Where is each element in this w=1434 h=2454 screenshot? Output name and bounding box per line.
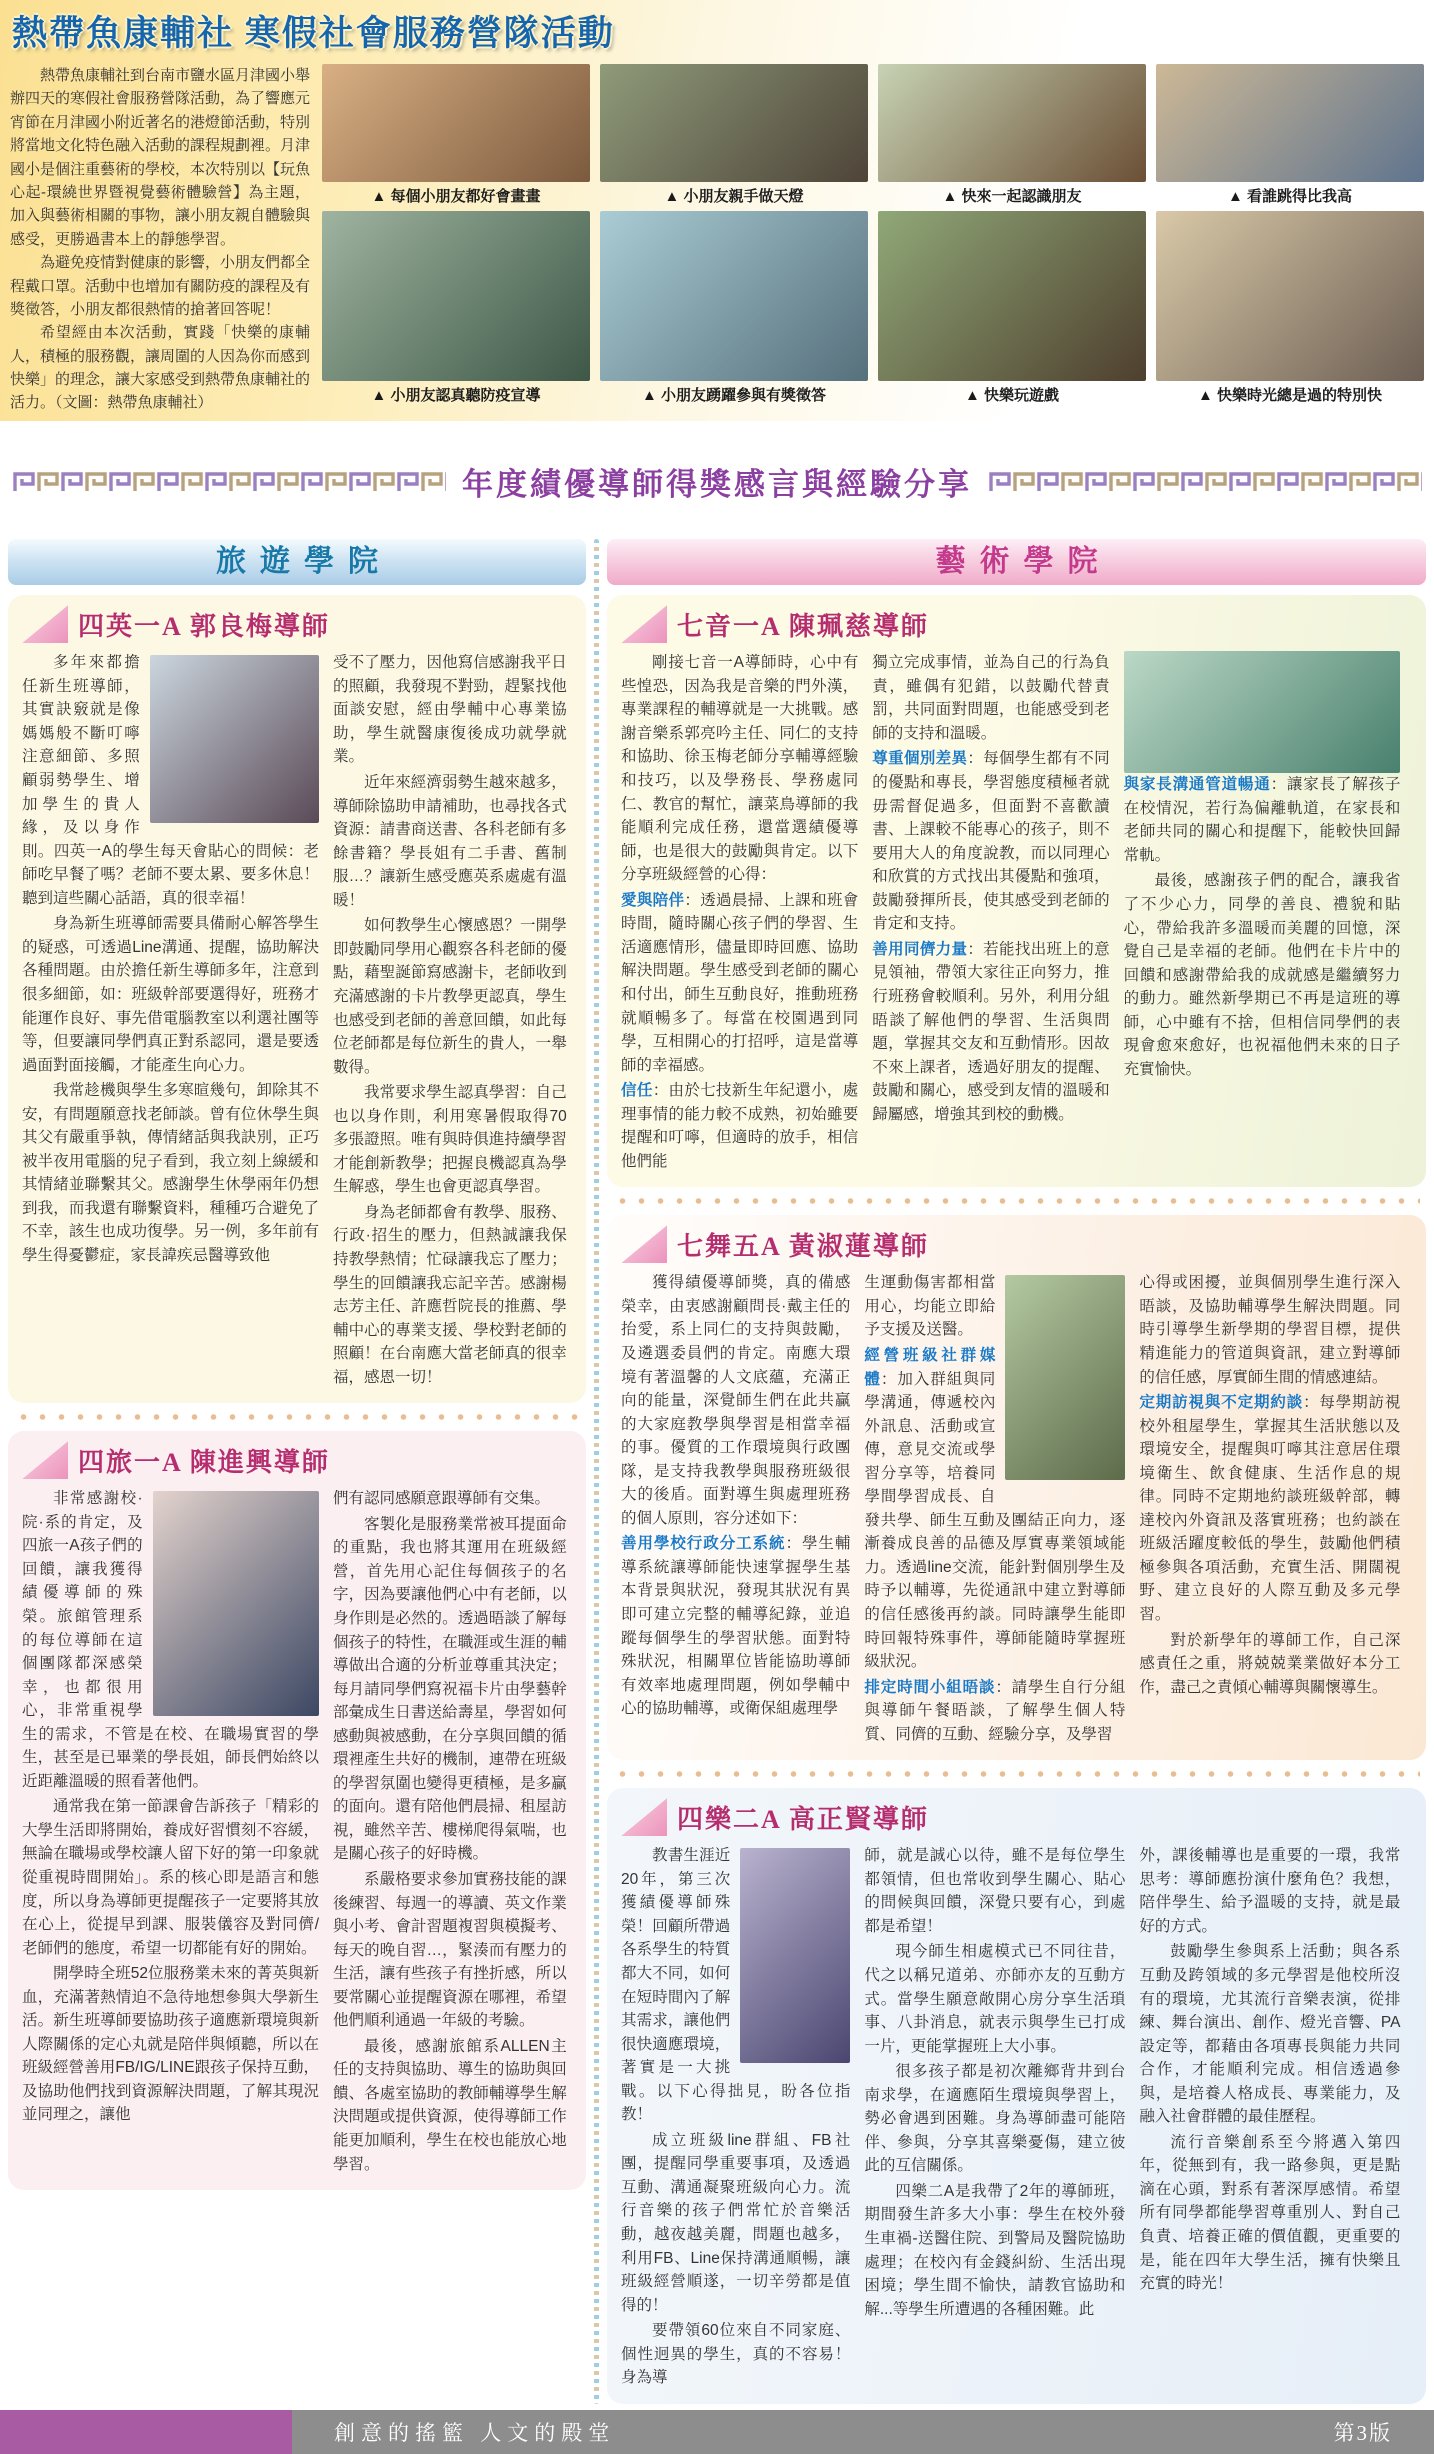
paragraph: 教書生涯近20年，第三次獲績優導師殊榮！回顧所帶過各系學生的特質都大不同，如何在短時間內了解其需求，讓他們很快適應環境，著實是一大挑戰。以下心得拙見，盼各位指教！ <box>621 1847 851 2124</box>
column-divider <box>594 539 599 2404</box>
article-column-1 <box>22 651 319 1391</box>
article-header <box>621 1225 1412 1263</box>
photo-cell <box>600 211 868 406</box>
paragraph: 師，就是誠心以待，雖不是每位學生都領情，但也常收到學生關心、貼心的問候與回饋，深覺只要有心，到處都是希望！ <box>864 1847 1126 1935</box>
photo-caption: ▲ 快來一起認識朋友 <box>942 188 1082 205</box>
paragraph: 多年來都擔任新生班導師，其實訣竅就是像媽媽般不斷叮嚀注意細節、多照顧弱勢學生、增加學生的貴人緣，及以身作則。四英一A的學生每天會貼心的問候：老師吃早餐了嗎？老師不要太累、要多休息！聽到這些關心話語，真的很幸福！ <box>22 654 319 907</box>
photo-caption: ▲ 每個小朋友都好會畫畫 <box>371 188 541 205</box>
paragraph-lead: 尊重個別差異 <box>872 750 968 768</box>
photo-happy-times <box>1156 211 1424 381</box>
article-chen <box>8 1431 586 2190</box>
paragraph: 排定時間小組晤談：請學生自行分組與導師午餐晤談，了解學生個人特質、同儕的互動、經驗分享，及學習 <box>864 1678 1126 1743</box>
article-title: 四樂二A 高正賢導師 <box>677 1804 929 1834</box>
footer-bar <box>292 2410 1434 2454</box>
article-kao <box>607 1788 1426 2404</box>
photo-caption: ▲ 快樂時光總是過的特別快 <box>1197 387 1382 404</box>
article-column-3 <box>1124 651 1401 1175</box>
article-body <box>22 651 572 1391</box>
paragraph: 經營班級社群媒體：加入群組與同學溝通，傳遞校內外訊息、活動或宣傳，意見交流或學習分享等，培養同學間學習成長、自發共學、師生互動及團結正向力，逐漸養成良善的品德及厚實專業領域能力。透過line交流，能針對個別學生及時予以輔導，先從通訊中建立對導師的信任感後再約談。同時讓學生能即時回報特殊事件，導師能隨時掌握班級狀況。 <box>864 1346 1126 1671</box>
paragraph: 善用同儕力量：若能找出班上的意見領袖，帶領大家往正向努力，推行班務會較順利。另外，利用分組晤談了解他們的學習、生活與問題，掌握其交友和互動情形。因故不來上課者，透過好朋友的提醒、鼓勵和關心，感受到友情的溫暖和歸屬感，增強其到校的動機。 <box>872 940 1110 1123</box>
photo-chen-students-hotel <box>153 1491 319 1716</box>
paragraph-lead: 經營班級社群媒體 <box>864 1346 996 1388</box>
paragraph: 愛與陪伴：透過晨掃、上課和班會時間，隨時關心孩子們的學習、生活適應情形，儘量即時回應、協助解決問題。學生感受到老師的關心和付出，師生互動良好，推動班務就順暢多了。每當在校園遇到同學，互相開心的打招呼，這是當導師的幸福感。 <box>621 891 859 1074</box>
section-art-college <box>607 539 1426 2404</box>
paragraph: 近年來經濟弱勢生越來越多，導師除協助申請補助，也尋找各式資源：請書商送書、各科老師有多餘書籍？學長姐有二手書、舊制服…？讓新生感受應英系處處有溫暖！ <box>333 774 567 909</box>
paragraph: 客製化是服務業常被耳提面命的重點，我也將其運用在班級經營，首先用心記住每個孩子的名字，因為要讓他們心中有老師，以身作則是必然的。透過晤談了解每個孩子的特性，在職涯或生涯的輔導做出合適的分析並尊重其決定；每月請同學們寫祝福卡片由學藝幹部彙成生日書送給壽星，學習如何感動與被感動，在分享與回饋的循環裡產生共好的機制，連帶在班級的學習氛圍也變得更積極，是多贏的面向。還有陪他們晨掃、租屋訪視，雖然辛苦、樓梯爬得氣喘，也是關心孩子的好時機。 <box>333 1515 567 1863</box>
triangle-decoration-icon <box>621 1798 667 1836</box>
article-column-3 <box>1139 1844 1400 2392</box>
footer-slogan: 創意的搖籃 人文的殿堂 <box>334 2420 616 2445</box>
paragraph: 對於新學年的導師工作，自己深感責任之重，將兢兢業業做好本分工作，盡己之責傾心輔導與關懷導生。 <box>1139 1631 1401 1696</box>
article-column-2 <box>872 651 1109 1175</box>
paragraph: 四樂二A是我帶了2年的導師班，期間發生許多大小事：學生在校外發生車禍-送醫住院、到警局及醫院協助處理；在校內有金錢糾紛、生活出現困境；學生間不愉快，請教官協助和解...等學生所遭遇的各種困難。此 <box>864 2182 1126 2318</box>
top-paragraph: 為避免疫情對健康的影響，小朋友們都全程戴口罩。活動中也增加有關防疫的課程及有獎徵答，小朋友都很熱情的搶著回答呢！ <box>10 254 311 318</box>
paragraph: 我常要求學生認真學習：自己也以身作則，利用寒暑假取得70多張證照。唯有與時俱進持續學習才能創新教學；把握良機認真為學生解惑，學生也會更認真學習。 <box>333 1084 567 1196</box>
photo-outdoor-games <box>878 211 1146 381</box>
paragraph-lead: 善用學校行政分工系統 <box>621 1535 786 1553</box>
paragraph: 開學時全班52位服務業未來的菁英與新血，充滿著熱情迫不急待地想參與大學新生活。新生班導師要協助孩子適應新環境與新人際關係的定心丸就是陪伴與傾聽，所以在班級經營善用FB/IG/LINE跟孩子保持互動，及協助他們找到資源解決問題，了解其現況並同理之，讓他 <box>22 1965 319 2124</box>
award-banner <box>0 421 1434 537</box>
paragraph: 與家長溝通管道暢通：讓家長了解孩子在校情況，若行為偏離軌道，在家長和老師共同的關心和提醒下，能較快回歸常軌。 <box>1123 776 1401 864</box>
paragraph: 受不了壓力，因他寫信感謝我平日的照顧，我發現不對勁，趕緊找他面談安慰，經由學輔中心專業協助，學生就醫康復後成功就學就業。 <box>333 654 567 766</box>
section-travel-college <box>8 539 586 2404</box>
article-header <box>22 1441 572 1479</box>
photo-cell <box>322 64 590 207</box>
triangle-decoration-icon <box>22 1441 68 1479</box>
paragraph: 我常趁機與學生多寒暄幾句，卸除其不安，有問題願意找老師談。曾有位休學生與其父有嚴重爭執，傳情緒話與我訣別，正巧被半夜用電腦的兒子看到，我立刻上線緩和其情緒並聯繫其父。感謝學生休學兩年仍想到我，而我還有聯繫資料，種種巧合避免了不幸，該生也成功復學。另一例，多年前有學生得憂鬱症，家長諱疾忌醫導致他 <box>22 1082 319 1264</box>
photo-cell <box>878 64 1146 207</box>
photo-cell <box>1156 64 1424 207</box>
article-body <box>621 651 1412 1175</box>
article-column-3 <box>1139 1271 1400 1748</box>
photo-caption: ▲ 快樂玩遊戲 <box>964 387 1059 404</box>
dotted-separator <box>14 1411 580 1423</box>
award-banner-title: 年度績優導師得獎感言與經驗分享 <box>462 466 972 502</box>
photo-kuo-class-group <box>150 655 319 823</box>
photo-jumping-game <box>1156 64 1424 182</box>
paragraph: 流行音樂創系至今將邁入第四年，從無到有，我一路參與，更是點滴在心頭，對系有著深厚感情。希望所有同學都能學習尊重別人、對自己負責、培養正確的價值觀，更重要的是，能在四年大學生活，擁有快樂且充實的時光！ <box>1139 2133 1401 2293</box>
photo-cell <box>1156 211 1424 406</box>
meander-pattern-left <box>12 468 446 495</box>
meander-pattern-right <box>988 468 1422 495</box>
two-column-layout <box>0 537 1434 2410</box>
paragraph: 很多孩子都是初次離鄉背井到台南求學，在適應陌生環境與學習上，勢必會遇到困難。身為導師盡可能陪伴、參與，分享其喜樂憂傷，建立彼此的互信關係。 <box>864 2063 1126 2175</box>
paragraph: 心得或困擾，並與個別學生進行深入晤談，及協助輔導學生解決問題。同時引導學生新學期的學習目標，提供精進能力的管道與資訊，建立對導師的信任感，厚實師生間的情感連結。 <box>1139 1274 1401 1386</box>
paragraph-lead: 與家長溝通管道暢通 <box>1123 776 1271 794</box>
photo-meet-friends <box>878 64 1146 182</box>
paragraph: 剛接七音一A導師時，心中有些惶恐，因為我是音樂的門外漢，專業課程的輔導就是一大挑戰。感謝音樂系郭亮吟主任、同仁的支持和協助、徐玉梅老師分享輔導經驗和技巧，以及學務長、學務處同仁、教官的幫忙，讓菜鳥導師的我能順利完成任務，還當選績優導師，也是很大的鼓勵與肯定。以下分享班級經營的心得： <box>621 654 859 884</box>
photo-caption: ▲ 看誰跳得比我高 <box>1227 188 1352 205</box>
article-huang <box>607 1215 1426 1760</box>
photo-quiz-participation <box>600 211 868 381</box>
top-article-section <box>0 0 1434 421</box>
dotted-separator <box>613 1195 1420 1207</box>
article-body <box>621 1844 1412 2392</box>
page-footer <box>0 2410 1434 2454</box>
article-column-2 <box>333 651 567 1391</box>
art-college-header: 藝術學院 <box>607 539 1426 585</box>
photo-drawing-class <box>322 64 590 182</box>
paragraph: 信任：由於七技新生年紀還小，處理事情的能力較不成熟，初始雖要提醒和叮嚀，但適時的放手，相信他們能 <box>621 1082 859 1170</box>
paragraph: 現今師生相處模式已不同往昔，代之以稱兄道弟、亦師亦友的互動方式。當學生願意敞開心房分享生活瑣事、八卦消息，就表示與學生已打成一片，更能掌握班上大小事。 <box>864 1943 1126 2055</box>
photo-row-2 <box>322 211 1424 406</box>
page-number: 第3版 <box>1333 2420 1392 2445</box>
paragraph-lead: 定期訪視與不定期約談 <box>1139 1394 1304 1412</box>
paragraph-lead: 善用同儕力量 <box>872 940 968 958</box>
paragraph: 要帶領60位來自不同家庭、個性迥異的學生，真的不容易！身為導 <box>621 2322 851 2387</box>
dotted-separator <box>613 1768 1420 1780</box>
footer-purple-block <box>0 2410 292 2454</box>
article-column-1 <box>621 651 858 1175</box>
paragraph: 獲得績優導師獎，真的備感榮幸，由衷感謝顧問長·戴主任的抬愛，系上同仁的支持與鼓勵，及遴選委員們的肯定。南應大環境有著溫馨的人文底蘊，充滿正向的能量，深覺師生們在此共贏的大家庭教學與學習是相當幸福的事。優質的工作環境與行政團隊，是支持我教學與服務班級很大的後盾。面對導生與處理班務的個人原則，容分述如下： <box>621 1274 851 1527</box>
paragraph: 成立班級line群組、FB社團，提醒同學重要事項，及透過互動、溝通凝聚班級向心力。流行音樂的孩子們常忙於音樂活動，越夜越美麗，問題也越多，利用FB、Line保持溝通順暢，讓班級經營順遂，一切辛勞都是值得的！ <box>621 2131 851 2314</box>
article-body <box>22 1487 572 2178</box>
article-column-2 <box>864 1271 1125 1748</box>
photo-epidemic-lecture <box>322 211 590 381</box>
article-header <box>621 605 1412 643</box>
article-title: 四英一A 郭良梅導師 <box>78 611 330 641</box>
triangle-decoration-icon <box>621 605 667 643</box>
paragraph: 系嚴格要求參加實務技能的課後練習、每週一的導讀、英文作業與小考、會計習題複習與模擬考、每天的晚自習…，緊湊而有壓力的生活，讓有些孩子有挫折感，所以要常關心並提醒資源在哪裡，希望他們順利通過一年級的考驗。 <box>333 1871 567 2030</box>
article-title: 七舞五A 黃淑蓮導師 <box>677 1231 929 1261</box>
paragraph: 最後，感謝孩子們的配合，讓我省了不少心力，同學的善良、禮貌和貼心，帶給我許多溫暖而美麗的回憶，深覺自己是幸福的老師。他們在卡片中的回饋和感謝帶給我的成就感是繼續努力的動力。雖然新學期已不再是這班的導師，心中雖有不捨，但相信同學們的表現會愈來愈好，也祝福他們未來的日子充實愉快。 <box>1123 872 1401 1078</box>
paragraph: 外，課後輔導也是重要的一環，我常思考：導師應扮演什麼角色？我想，陪伴學生、給予溫暖的支持，就是最好的方式。 <box>1139 1847 1401 1935</box>
top-article-title: 熱帶魚康輔社 寒假社會服務營隊活動 <box>12 14 615 53</box>
top-paragraph: 希望經由本次活動，實踐「快樂的康輔人，積極的服務觀，讓周圍的人因為你而感到快樂」的理念，讓大家感受到熱帶魚康輔社的活力。（文圖：熱帶魚康輔社） <box>10 324 311 412</box>
article-body <box>621 1271 1412 1748</box>
article-kuo <box>8 595 586 1403</box>
travel-college-header: 旅遊學院 <box>8 539 586 585</box>
triangle-decoration-icon <box>22 605 68 643</box>
photo-caption: ▲ 小朋友踴躍參與有獎徵答 <box>641 387 826 404</box>
photo-huang-statue <box>1005 1275 1125 1480</box>
article-column-1 <box>22 1487 319 2178</box>
top-paragraph: 熱帶魚康輔社到台南市鹽水區月津國小舉辦四天的寒假社會服務營隊活動，為了響應元宵節在月津國小附近著名的港燈節活動，特別將當地文化特色融入活動的課程規劃裡。月津國小是個注重藝術的學校，本次特別以【玩魚心起-環繞世界暨視覺藝術體驗營】為主題，加入與藝術相關的事物，讓小朋友親自體驗與感受，更勝過書本上的靜態學習。 <box>10 67 311 248</box>
article-title: 四旅一A 陳進興導師 <box>78 1447 330 1477</box>
photo-caption: ▲ 小朋友認真聽防疫宣導 <box>371 387 541 404</box>
paragraph: 們有認同感願意跟導師有交集。 <box>333 1490 551 1508</box>
paragraph: 定期訪視與不定期約談：每學期訪視校外租屋學生，掌握其生活狀態以及環境安全，提醒與叮嚀其注意居住環境衛生、飲食健康、生活作息的規律。同時不定期地約談班級幹部，轉達校內外資訊及落實班務；也約談在班級活躍度較低的學生，鼓勵他們積極參與各項活動，充實生活、開闊視野、建立良好的人際互動及多元學習。 <box>1139 1394 1401 1623</box>
photo-cell <box>878 211 1146 406</box>
photo-cell <box>600 64 868 207</box>
article-column-2 <box>864 1844 1125 2392</box>
paragraph: 身為新生班導師需要具備耐心解答學生的疑惑，可透過Line溝通、提醒，協助解決各種問題。由於擔任新生導師多年，注意到很多細節，如：班級幹部要選得好，班務才能運作良好、事先借電腦教室以利選社團等等，但要讓同學們真正對系認同，還是要透過面對面接觸，才能產生向心力。 <box>22 915 319 1074</box>
paragraph-lead: 信任 <box>621 1082 653 1100</box>
paragraph-lead: 愛與陪伴 <box>621 891 685 909</box>
photo-kao-portrait <box>740 1848 850 2063</box>
paragraph: 最後，感謝旅館系ALLEN主任的支持與協助、導生的協助與回饋、各處室協助的教師輔導學生解決問題或提供資源，使得導師工作能更加順利，學生在校也能放心地學習。 <box>333 2037 567 2173</box>
article-column-1 <box>621 1844 850 2392</box>
paragraph: 非常感謝校·院·系的肯定，及四旅一A孩子們的回饋，讓我獲得績優導師的殊榮。旅館管理系的每位導師在這個團隊都深感榮幸，也都很用心，非常重視學生的需求，不管是在校、在職場實習的學生，甚至是已畢業的學長姐，師長們始終以近距離溫暖的照看著他們。 <box>22 1490 319 1790</box>
photo-row-1 <box>322 64 1424 207</box>
paragraph: 通常我在第一節課會告訴孩子「精彩的大學生活即將開始，養成好習慣刻不容緩，無論在職場或學校讓人留下好的第一印象就從重視時間開始」。系的核心即是語言和態度，所以身為導師更提醒孩子一定要將其放在心上，從提早到課、服裝儀容及對同儕/老師們的態度，希望一切都能有好的開始。 <box>22 1798 319 1957</box>
paragraph: 獨立完成事情，並為自己的行為負責，雖偶有犯錯，以鼓勵代替責罰，共同面對問題，也能感受到老師的支持和溫暖。 <box>872 654 1110 742</box>
photo-sky-lantern-craft <box>600 64 868 182</box>
top-paragraphs <box>10 64 310 415</box>
articles-art <box>607 595 1426 2404</box>
photo-caption: ▲ 小朋友親手做天燈 <box>664 188 804 205</box>
paragraph: 善用學校行政分工系統：學生輔導系統讓導師能快速掌握學生基本背景與狀況，發現其狀況有異即可建立完整的輔導紀錄，並追蹤每個學生的學習狀態。面對特殊狀況，相關單位皆能協助導師有效率地處理問題，例如學輔中心的協助輔導，或衛保組處理學 <box>621 1535 851 1718</box>
photo-cell <box>322 211 590 406</box>
paragraph-lead: 排定時間小組晤談 <box>864 1678 996 1696</box>
article-header <box>621 1798 1412 1836</box>
article-title: 七音一A 陳珮慈導師 <box>677 611 929 641</box>
photo-grid <box>322 64 1424 415</box>
article-header <box>22 605 572 643</box>
paragraph: 如何教學生心懷感恩？一開學即鼓勵同學用心觀察各科老師的優點，藉聖誕節寫感謝卡，老師收到充滿感謝的卡片教學更認真，學生也感受到老師的善意回饋，如此每位老師都是每位新生的貴人，一舉數得。 <box>333 917 567 1076</box>
article-column-2 <box>333 1487 567 2178</box>
article-chern <box>607 595 1426 1187</box>
photo-chern-music-class <box>1124 651 1401 773</box>
paragraph: 身為老師都會有教學、服務、行政·招生的壓力，但熱誠讓我保持教學熱情；忙碌讓我忘了壓力；學生的回饋讓我忘記辛苦。感謝楊志芳主任、許應哲院長的推薦、學輔中心的專業支援、學校對老師的照顧！在台南應大當老師真的很幸福，感恩一切！ <box>333 1203 567 1386</box>
top-article-layout <box>10 64 1424 415</box>
article-column-1 <box>621 1271 850 1748</box>
paragraph: 尊重個別差異：每個學生都有不同的優點和專長，學習態度積極者就毋需督促過多，但面對不喜歡讀書、上課較不能專心的孩子，則不要用大人的角度說教，而以同理心和欣賞的方式找出其優點和強項，鼓勵發揮所長，使其感受到老師的肯定和支持。 <box>872 750 1110 933</box>
triangle-decoration-icon <box>621 1225 667 1263</box>
paragraph: 生運動傷害都相當用心，均能立即給予支援及送醫。 <box>864 1274 996 1339</box>
articles-travel <box>8 595 586 2190</box>
paragraph: 鼓勵學生參與系上活動；與各系互動及跨領域的多元學習是他校所沒有的環境，尤其流行音樂表演，從排練、舞台演出、創作、燈光音響、PA設定等，都藉由各項專長與能力共同合作，才能順利完成。相信透過參與，是培養人格成長、專業能力，及融入社會群體的最佳歷程。 <box>1139 1943 1401 2126</box>
